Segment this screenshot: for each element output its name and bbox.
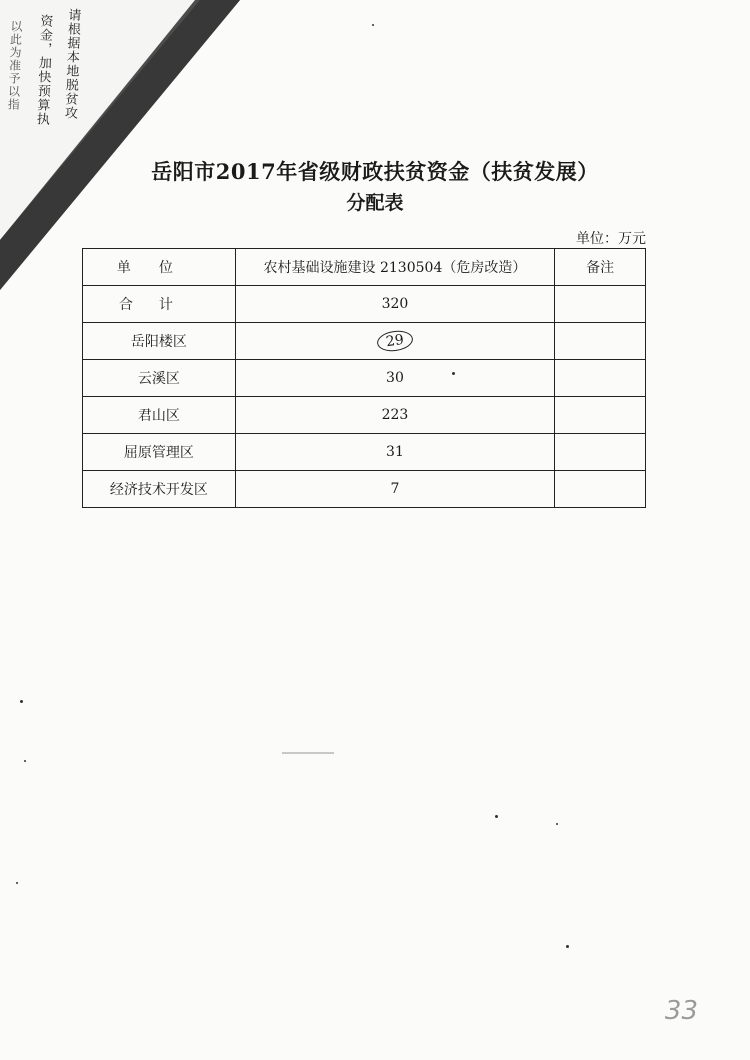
table-row	[83, 360, 646, 397]
row-label: 君山区	[83, 397, 236, 434]
table-header-row	[83, 249, 646, 286]
scan-speck	[16, 882, 18, 884]
folded-corner	[0, 0, 240, 290]
fold-text-line-2: 资金，加快预算执	[33, 13, 53, 127]
scan-speck	[24, 760, 26, 762]
document-subtitle: 分配表	[346, 192, 404, 214]
row-amount	[235, 323, 554, 360]
row-label: 屈原管理区	[83, 434, 236, 471]
row-remarks	[555, 286, 646, 323]
row-remarks	[555, 471, 646, 508]
row-label: 合计	[83, 286, 236, 323]
header-amount: 农村基础设施建设 2130504（危房改造）	[235, 249, 554, 286]
fold-text-line-3: 以此为准予以指	[6, 19, 24, 112]
scan-speck	[372, 24, 374, 26]
row-amount: 223	[235, 397, 554, 434]
row-remarks	[555, 360, 646, 397]
table-row-total	[83, 286, 646, 323]
scan-speck	[566, 945, 569, 948]
fold-text-line-1: 请根据本地脱贫攻	[61, 7, 81, 121]
header-remarks: 备注	[555, 249, 646, 286]
scan-speck	[20, 700, 23, 703]
allocation-table	[82, 248, 646, 508]
scan-smear	[282, 752, 334, 754]
row-label: 经济技术开发区	[83, 471, 236, 508]
row-amount: 320	[235, 286, 554, 323]
table-row	[83, 471, 646, 508]
row-amount: 31	[235, 434, 554, 471]
row-label: 云溪区	[83, 360, 236, 397]
row-remarks	[555, 397, 646, 434]
scan-speck	[495, 815, 498, 818]
row-remarks	[555, 323, 646, 360]
document-title: 岳阳市2017年省级财政扶贫资金（扶贫发展）	[151, 159, 599, 184]
row-amount: 30	[235, 360, 554, 397]
table-row	[83, 434, 646, 471]
row-remarks	[555, 434, 646, 471]
unit-label: 单位：万元	[576, 231, 646, 247]
scan-speck	[452, 372, 455, 375]
table-row	[83, 397, 646, 434]
circled-amount: 29	[376, 329, 414, 354]
page-number: 33	[664, 996, 698, 1026]
row-label: 岳阳楼区	[83, 323, 236, 360]
table-row	[83, 323, 646, 360]
row-amount: 7	[235, 471, 554, 508]
scan-speck	[556, 823, 558, 825]
header-unit: 单位	[83, 249, 236, 286]
